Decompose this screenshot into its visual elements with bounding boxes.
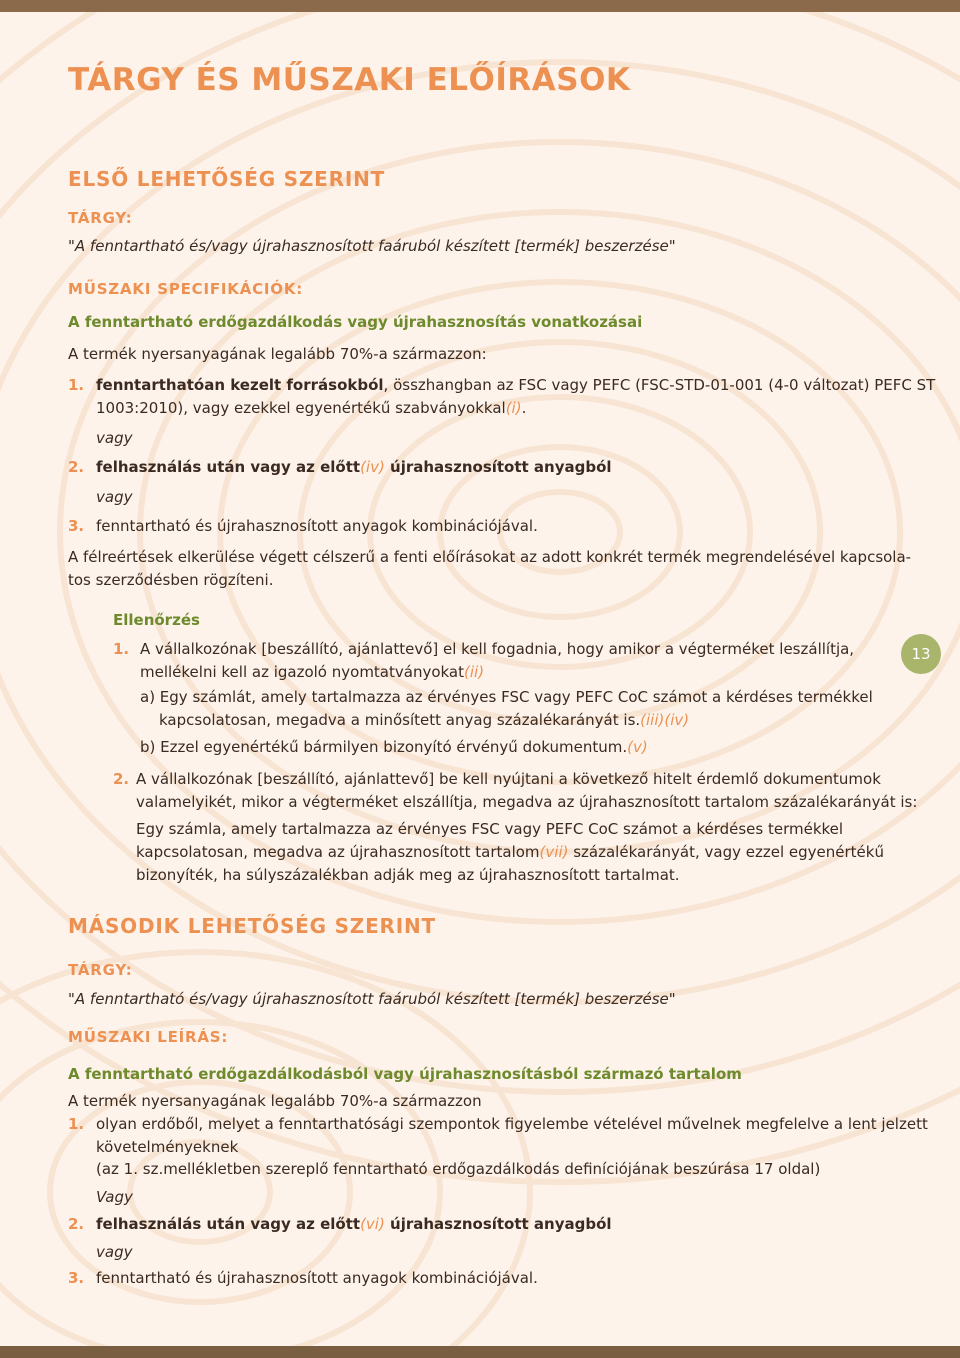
second-subject-text: "A fenntartható és/vagy újrahasznosított faáruból készített [termék] beszerzése" [68,990,676,1008]
ref-v: (v) [627,738,648,756]
first-item3-number: 3. [68,517,85,535]
page-number-badge: 13 [901,634,941,674]
verification-1-number: 1. [113,640,130,658]
second-item1-line3: (az 1. sz.mellékletben szereplő fenntartható erdőgazdálkodás definíciójának beszúrása 17 oldal) [96,1160,821,1178]
first-vagy-2: vagy [96,488,133,506]
second-vagy-1: Vagy [96,1188,133,1206]
verification-a-line1: a) Egy számlát, amely tartalmazza az érvényes FSC vagy PEFC CoC számot a kérdéses termékkel [140,688,873,706]
second-item1-line1: olyan erdőből, melyet a fenntarthatósági szempontok figyelembe vételével művelnek megfelelve a lent jelzett [96,1115,928,1133]
first-item1-line2 [96,397,526,419]
invoice-line2-a: kapcsolatosan, megadva az újrahasznosított tartalom [136,843,540,861]
second-item3-number: 3. [68,1269,85,1287]
verification-a-line2-text: kapcsolatosan, megadva a minősített anyag százalékarányát is. [159,711,641,729]
second-item2-a: felhasználás után vagy az előtt [96,1215,361,1233]
first-item1-line1 [96,374,935,396]
verification-2-number: 2. [113,770,130,788]
verification-a-line2 [159,709,689,731]
second-subject-label: TÁRGY: [68,961,133,979]
first-vagy-1: vagy [96,429,133,447]
first-item1-end: . [521,399,527,417]
verification-heading: Ellenőrzés [113,611,200,629]
verification-2-line2: valamelyikét, mikor a végterméket elszállítja, megadva az újrahasznosított tartalom százalékarányát is: [136,793,918,811]
first-option-heading: ELSŐ LEHETŐSÉG SZERINT [68,167,386,191]
verification-1-line2 [140,661,484,683]
first-item3: fenntartható és újrahasznosított anyagok kombinációjával. [96,517,538,535]
first-item1-rest: , összhangban az FSC vagy PEFC (FSC-STD-01-001 (4-0 változat) PEFC ST [383,376,936,394]
second-item2-b: újrahasznosított anyagból [384,1215,612,1233]
invoice-line1: Egy számla, amely tartalmazza az érvényes FSC vagy PEFC CoC számot a kérdéses termékkel [136,820,844,838]
verification-1-line1: A vállalkozónak [beszállító, ajánlattevő] el kell fogadnia, hogy amikor a végterméket leszállítja, [140,640,855,658]
ref-iv: (iv) [360,458,385,476]
invoice-line2-b: százalékarányát, vagy ezzel egyenértékű [568,843,884,861]
spec-subheading: A fenntartható erdőgazdálkodás vagy újrahasznosítás vonatkozásai [68,313,643,331]
verification-2-line1: A vállalkozónak [beszállító, ajánlattevő] be kell nyújtani a következő hitelt érdemlő dokumentumok [136,770,881,788]
ref-ii: (ii) [464,663,485,681]
verification-b-text: b) Ezzel egyenértékű bármilyen bizonyító érvényű dokumentum. [140,738,628,756]
first-item2-b: újrahasznosított anyagból [384,458,612,476]
first-item2 [96,456,612,478]
verification-b [140,736,648,758]
second-option-heading: MÁSODIK LEHETŐSÉG SZERINT [68,914,436,938]
second-item2 [96,1213,612,1235]
second-item3: fenntartható és újrahasznosított anyagok kombinációjával. [96,1269,538,1287]
note-line2: tos szerződésben rögzíteni. [68,571,274,589]
first-item1-bold: fenntarthatóan kezelt forrásokból [96,376,384,394]
ref-iii-iv: (iii)(iv) [640,711,690,729]
ref-vi: (vi) [360,1215,385,1233]
first-item2-a: felhasználás után vagy az előtt [96,458,361,476]
second-item1-number: 1. [68,1115,85,1133]
first-subject-label: TÁRGY: [68,209,133,227]
invoice-line3: bizonyíték, ha súlyszázalékban adják meg az újrahasznosított tartalmat. [136,866,680,884]
desc-subheading: A fenntartható erdőgazdálkodásból vagy újrahasznosításból származó tartalom [68,1065,742,1083]
first-item2-number: 2. [68,458,85,476]
desc-label: MŰSZAKI LEÍRÁS: [68,1028,229,1046]
first-intro: A termék nyersanyagának legalább 70%-a származzon: [68,345,487,363]
second-item2-number: 2. [68,1215,85,1233]
ref-i: (i) [505,399,522,417]
verification-1-line2-text: mellékelni kell az igazoló nyomtatványokat [140,663,465,681]
page-title: TÁRGY ÉS MŰSZAKI ELŐÍRÁSOK [68,62,631,98]
second-vagy-2: vagy [96,1243,133,1261]
bottom-band [0,1346,960,1358]
first-item1-number: 1. [68,376,85,394]
spec-label: MŰSZAKI SPECIFIKÁCIÓK: [68,280,304,298]
ref-vii: (vii) [539,843,569,861]
note-line1: A félreértések elkerülése végett célszerű a fenti előírásokat az adott konkrét termék megrendelésével kapcsola- [68,548,912,566]
first-item1-line2-text: 1003:2010), vagy ezekkel egyenértékű szabványokkal [96,399,506,417]
first-subject-text: "A fenntartható és/vagy újrahasznosított faáruból készített [termék] beszerzése" [68,237,676,255]
invoice-line2 [136,841,884,863]
second-item1-line2: követelményeknek [96,1138,239,1156]
second-intro: A termék nyersanyagának legalább 70%-a származzon [68,1092,482,1110]
